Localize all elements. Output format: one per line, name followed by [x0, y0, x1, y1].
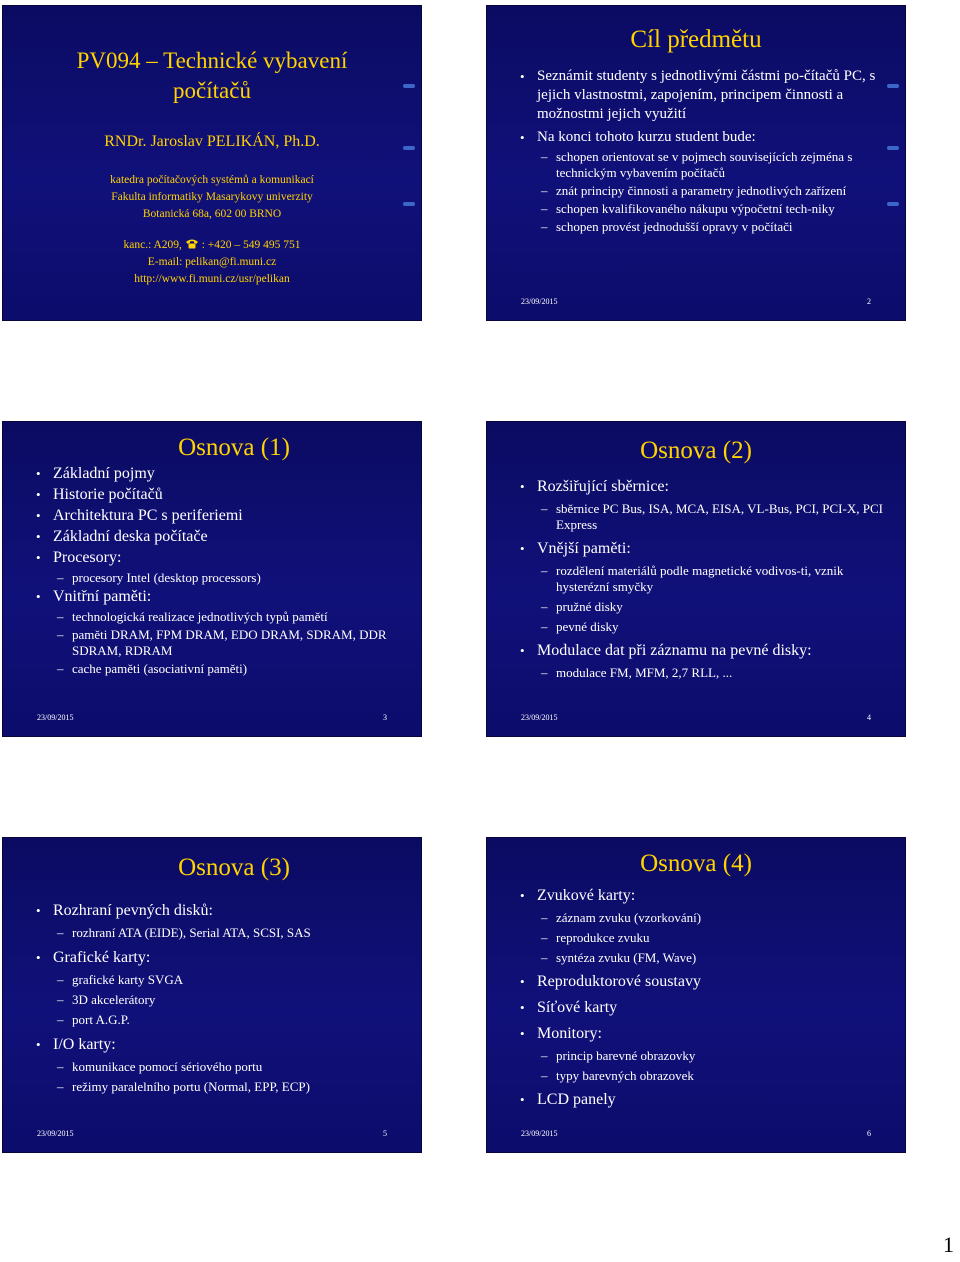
slide-content — [3, 894, 421, 1095]
sub-bullet-item: – rozhraní ATA (EIDE), Serial ATA, SCSI, SAS — [3, 925, 421, 941]
slide-content — [3, 463, 421, 677]
email-text: E-mail: pelikan@fi.muni.cz — [147, 256, 277, 268]
sub-bullet-item: – sběrnice PC Bus, ISA, MCA, EISA, VL-Bus, PCI, PCI-X, PCI Express — [487, 501, 905, 533]
sub-bullet-item: – rozdělení materiálů podle magnetické vodivos-ti, vznik hysterézní smyčky — [487, 563, 905, 595]
slide-2 — [486, 5, 906, 321]
bullet-item: • Vnitřní paměti: — [3, 587, 421, 607]
slide-content — [487, 471, 905, 681]
slide-number: 3 — [383, 713, 387, 722]
slide-title: Cíl předmětu — [630, 26, 762, 53]
slide-date: 23/09/2015 — [521, 713, 558, 722]
sub-bullet-item: – paměti DRAM, FPM DRAM, EDO DRAM, SDRAM, DDR SDRAM, RDRAM — [3, 627, 421, 659]
decorative-bar — [403, 84, 415, 88]
slide-number: 2 — [867, 297, 871, 306]
slide-date: 23/09/2015 — [37, 1129, 74, 1138]
slide-title: Osnova (2) — [640, 437, 752, 464]
slide-date: 23/09/2015 — [521, 297, 558, 306]
slide-content — [487, 66, 905, 235]
phone-text: : +420 – 549 495 751 — [201, 239, 301, 251]
sub-bullet-item: – komunikace pomocí sériového portu — [3, 1059, 421, 1075]
decorative-bar — [403, 202, 415, 206]
decorative-bar — [403, 146, 415, 150]
sub-bullet-item: – 3D akcelerátory — [3, 992, 421, 1008]
sub-bullet-item: – grafické karty SVGA — [3, 972, 421, 988]
sub-bullet-item: – schopen provést jednodušší opravy v počítači — [487, 219, 905, 235]
institution-line: Fakulta informatiky Masarykovy univerzity — [111, 191, 313, 203]
institution-line: Botanická 68a, 602 00 BRNO — [142, 208, 282, 220]
sub-bullet-item: – záznam zvuku (vzorkování) — [487, 910, 905, 926]
slide-number: 5 — [383, 1129, 387, 1138]
bullet-item: • LCD panely — [487, 1090, 905, 1110]
bullet-item: • Základní deska počítače — [3, 527, 421, 547]
sub-bullet-item: – schopen kvalifikovaného nákupu výpočetní tech-niky — [487, 201, 905, 217]
bullet-item: • Vnější paměti: — [487, 539, 905, 559]
sub-bullet-item: – reprodukce zvuku — [487, 930, 905, 946]
bullet-item: • Grafické karty: — [3, 948, 421, 968]
page-number: 1 — [943, 1232, 954, 1257]
slide-1-title — [3, 46, 421, 106]
slide-number: 4 — [867, 713, 871, 722]
sub-bullet-item: – technologická realizace jednotlivých typů pamětí — [3, 609, 421, 625]
institution-line: katedra počítačových systémů a komunikací — [110, 174, 314, 186]
slide-title: Osnova (4) — [640, 850, 752, 877]
bullet-item: • Architektura PC s periferiemi — [3, 506, 421, 526]
slide-3 — [2, 421, 422, 737]
sub-bullet-item: – syntéza zvuku (FM, Wave) — [487, 950, 905, 966]
decorative-bar — [887, 202, 899, 206]
decorative-bar — [887, 84, 899, 88]
bullet-item: • Na konci tohoto kurzu student bude: — [487, 128, 905, 147]
slide-date: 23/09/2015 — [521, 1129, 558, 1138]
decorative-bar — [887, 146, 899, 150]
slide-1 — [2, 5, 422, 321]
author-name: RNDr. Jaroslav PELIKÁN, Ph.D. — [104, 133, 320, 150]
title-line-1: PV094 – Technické vybavení — [76, 48, 348, 73]
bullet-item: • Monitory: — [487, 1024, 905, 1044]
bullet-item: • I/O karty: — [3, 1035, 421, 1055]
bullet-item: • Zvukové karty: — [487, 886, 905, 906]
contact-info — [3, 237, 421, 288]
slide-date: 23/09/2015 — [37, 713, 74, 722]
bullet-item: • Síťové karty — [487, 998, 905, 1018]
bullet-item: • Modulace dat při záznamu na pevné disky: — [487, 641, 905, 661]
sub-bullet-item: – režimy paralelního portu (Normal, EPP, ECP) — [3, 1079, 421, 1095]
sub-bullet-item: – procesory Intel (desktop processors) — [3, 570, 421, 586]
sub-bullet-item: – cache paměti (asociativní paměti) — [3, 661, 421, 677]
sub-bullet-item: – pevné disky — [487, 619, 905, 635]
office-phone-line — [3, 237, 421, 254]
sub-bullet-item: – schopen orientovat se v pojmech souvisejících zejména s technickým vybavením počítačů — [487, 149, 905, 181]
slide-title: Osnova (1) — [178, 434, 290, 461]
sub-bullet-item: – modulace FM, MFM, 2,7 RLL, ... — [487, 665, 905, 681]
office-text: kanc.: A209, — [123, 239, 182, 251]
bullet-item: • Seznámit studenty s jednotlivými částmi po-čítačů PC, s jejich vlastnostmi, zapojením, principem činnosti a možnostmi jejich využití — [487, 67, 905, 124]
institution — [3, 172, 421, 223]
slide-number: 6 — [867, 1129, 871, 1138]
sub-bullet-item: – pružné disky — [487, 599, 905, 615]
slide-4 — [486, 421, 906, 737]
slide-content — [487, 880, 905, 1110]
sub-bullet-item: – typy barevných obrazovek — [487, 1068, 905, 1084]
slide-5 — [2, 837, 422, 1153]
url-text: http://www.fi.muni.cz/usr/pelikan — [134, 273, 290, 285]
telephone-icon — [185, 239, 202, 251]
sub-bullet-item: – znát principy činnosti a parametry jednotlivých zařízení — [487, 183, 905, 199]
bullet-item: • Historie počítačů — [3, 485, 421, 505]
sub-bullet-item: – princip barevné obrazovky — [487, 1048, 905, 1064]
bullet-item: • Procesory: — [3, 548, 421, 568]
sub-bullet-item: – port A.G.P. — [3, 1012, 421, 1028]
slide-title: Osnova (3) — [178, 854, 290, 881]
slide-6 — [486, 837, 906, 1153]
bullet-item: • Základní pojmy — [3, 464, 421, 484]
bullet-item: • Rozšiřující sběrnice: — [487, 477, 905, 497]
bullet-item: • Rozhraní pevných disků: — [3, 901, 421, 921]
bullet-item: • Reproduktorové soustavy — [487, 972, 905, 992]
title-line-2: počítačů — [173, 78, 251, 103]
